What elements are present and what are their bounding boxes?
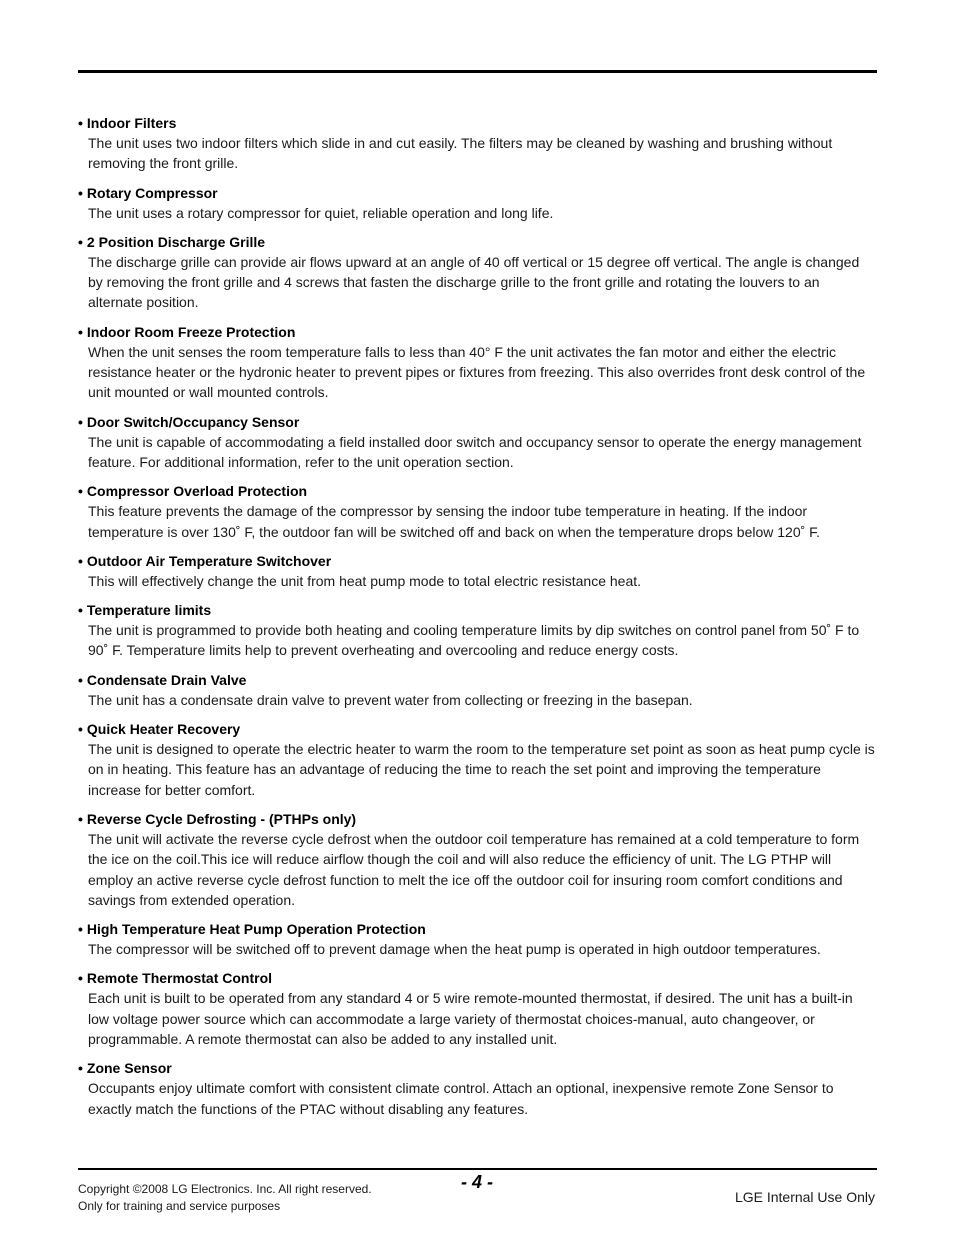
feature-description: The unit uses two indoor filters which slide in and cut easily. The filters may be cleaned by washing and brushing without removing the front grille. [88,135,833,172]
feature-description: Each unit is built to be operated from any standard 4 or 5 wire remote-mounted thermostat, if desired. The unit has a built-in low voltage power source which can accommodate a large variety of thermostat choices-manual, auto changeover, or programmable. A remote thermostat can also be added to any installed unit. [88,990,853,1048]
copyright-text: Copyright ©2008 LG Electronics. Inc. All right reserved. [78,1182,372,1196]
feature-drain-valve [78,670,876,710]
bullet-icon: • [78,671,83,688]
feature-heading: • 2 Position Discharge Grille [78,233,266,250]
feature-description: The unit has a condensate drain valve to prevent water from collecting or freezing in the basepan. [88,691,693,708]
feature-description: The unit uses a rotary compressor for quiet, reliable operation and long life. [88,204,554,221]
feature-discharge-grille [78,232,876,313]
bullet-icon: • [78,921,83,938]
feature-description: The unit is designed to operate the electric heater to warm the room to the temperature set point as soon as heat pump cycle is on in heating. This feature has an advantage of reducing the time to reach the set point and improving the temperature increase for better comfort. [88,741,875,798]
feature-heading: • Door Switch/Occupancy Sensor [78,413,300,430]
training-notice: Only for training and service purposes [78,1199,281,1213]
feature-description: When the unit senses the room temperature falls to less than 40° F the unit activates the fan motor and either the electric resistance heater or the hydronic heater to prevent pipes or fixtures from freezing. This also overrides front desk control of the unit mounted or wall mounted controls. [88,343,866,401]
bullet-icon: • [78,323,83,340]
feature-overload-protection [78,481,876,542]
feature-description: The unit is programmed to provide both heating and cooling temperature limits by dip switches on control panel from 50˚ F to 90˚ F. Temperature limits help to prevent overheating and overcooling and reduce energy costs. [88,622,860,659]
feature-description: The unit is capable of accommodating a field installed door switch and occupancy sensor to operate the energy management feature. For additional information, refer to the unit operation section. [88,433,862,470]
feature-heading: • Reverse Cycle Defrosting - (PTHPs only) [78,810,357,827]
feature-rotary-compressor [78,183,876,223]
feature-reverse-cycle-defrost [78,809,876,910]
bullet-icon: • [78,483,83,500]
feature-description: This will effectively change the unit from heat pump mode to total electric resistance heat. [88,572,642,589]
feature-description: The compressor will be switched off to prevent damage when the heat pump is operated in high outdoor temperatures. [88,941,821,958]
feature-heading: • Indoor Room Freeze Protection [78,323,296,340]
feature-heading: • Outdoor Air Temperature Switchover [78,552,332,569]
feature-heater-recovery [78,719,876,800]
feature-zone-sensor [78,1058,876,1119]
feature-heading: • Quick Heater Recovery [78,721,241,738]
bullet-icon: • [78,413,83,430]
page-number: - 4 - [460,1172,493,1192]
bullet-icon: • [78,233,83,250]
header-rule [78,70,877,73]
feature-heading: • Temperature limits [78,602,212,619]
feature-heading: • Zone Sensor [78,1060,172,1077]
internal-use-notice: LGE Internal Use Only [734,1189,875,1205]
footer-rule [78,1168,877,1170]
bullet-icon: • [78,602,83,619]
feature-remote-thermostat [78,968,876,1049]
feature-high-temp-protection [78,919,876,959]
bullet-icon: • [78,115,83,131]
feature-list [78,113,876,1128]
feature-freeze-protection [78,322,876,403]
bullet-icon: • [78,810,83,827]
feature-indoor-filters [78,113,876,174]
feature-heading: • Indoor Filters [78,115,177,131]
bullet-icon: • [78,721,83,738]
feature-heading: • High Temperature Heat Pump Operation Protection [78,921,426,938]
feature-heading: • Remote Thermostat Control [78,970,273,987]
feature-description: The unit will activate the reverse cycle defrost when the outdoor coil temperature has remained at a cold temperature to form the ice on the coil.This ice will reduce airflow though the coil and will also reduce the efficiency of unit. The LG PTHP will employ an active reverse cycle defrost function to melt the ice off the outdoor coil for insuring room comfort conditions and savings from extended operation. [88,830,860,908]
feature-description: This feature prevents the damage of the compressor by sensing the indoor tube temperature in heating. If the indoor temperature is over 130˚ F, the outdoor fan will be switched off and back on when the temperature drops below 120˚ F. [88,503,821,540]
bullet-icon: • [78,552,83,569]
feature-description: The discharge grille can provide air flows upward at an angle of 40 off vertical or 15 degree off vertical. The angle is changed by removing the front grille and 4 screws that fasten the discharge grille to the front grille and rotating the louvers to an alternate position. [88,253,860,311]
bullet-icon: • [78,1060,83,1077]
feature-description: Occupants enjoy ultimate comfort with consistent climate control. Attach an optional, inexpensive remote Zone Sensor to exactly match the functions of the PTAC without disabling any features. [88,1080,834,1117]
bullet-icon: • [78,970,83,987]
feature-heading: • Compressor Overload Protection [78,483,308,500]
feature-temperature-limits [78,600,876,661]
feature-temperature-switchover [78,551,876,591]
feature-heading: • Condensate Drain Valve [78,671,247,688]
feature-door-switch [78,412,876,473]
feature-heading: • Rotary Compressor [78,184,218,201]
bullet-icon: • [78,184,83,201]
